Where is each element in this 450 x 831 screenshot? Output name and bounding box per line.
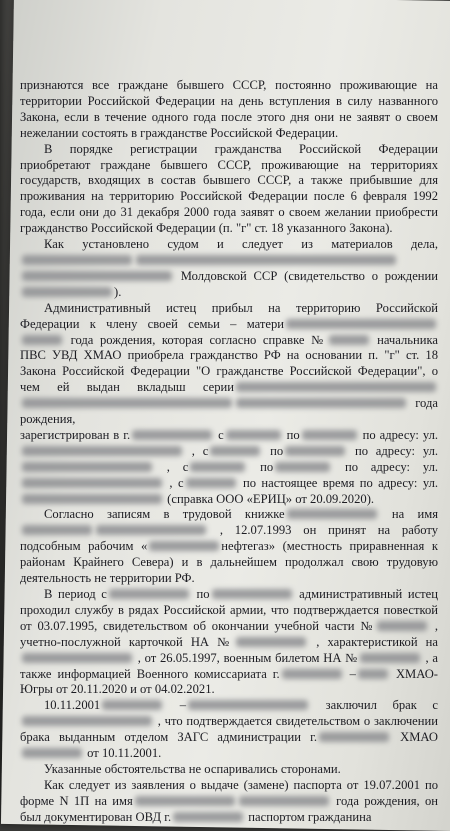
document-text [20, 78, 438, 826]
paragraph-7: В период с по административный истец проходил службу в рядах Российской армии, что подтверждается повесткой от 03.07.1995, свидетельством об окончании учебной части № , учетно-послужной карточкой НА № , характеристикой на , от 26.05.1997, военным билетом НА № , а также информацией Военного комиссариата г. – ХМАО-Югры от 20.11.2020 и от 04.02.2021. [20, 587, 439, 697]
paragraph-9: Указанные обстоятельства не оспаривались сторонами. [44, 761, 341, 776]
paragraph-3: Как установлено судом и следует из материалов дела, Молдовской ССР (свидетельство о рождении). [20, 237, 438, 301]
paragraph-10: Как следует из заявления о выдаче (замене) паспорта от 19.07.2001 по форме N 1П на имя года рождения, он был документирован ОВД г. паспортом гражданина [20, 777, 439, 824]
paragraph-8: 10.11.2001 – заключил брак с , что подтверждается свидетельством о заключении брака выданным отделом ЗАГС администрации г. ХМАО от 10.11.2001. [20, 698, 438, 761]
paragraph-1: признаются все граждане бывшего СССР, постоянно проживающие на территории Российской Федерации на день вступления в силу названного Закона, если в течение одного года после этого дня они не заявят о своем нежелании состоять в гражданстве Российской Федерации. [20, 78, 438, 140]
paragraph-2: В порядке регистрации гражданства Российской Федерации приобретают граждане бывшего СССР, проживающие на территориях государств, входящих в состав бывшего СССР, а также прибывшие для проживания на территорию Российской Федерации после 6 февраля 1992 года, если они до 31 декабря 2000 года заявят о своем желании приобрести гражданство Российской Федерации (п. "г" ст. 18 указанного Закона). [20, 141, 438, 236]
paragraph-4: Административный истец прибыл на территорию Российской Федерации к члену своей семьи – матери года рождения, которая согласно справке № начальника ПВС УВД ХМАО приобрела гражданство РФ на основании п. "г" ст. 18 Закона Российской Федерации "О гражданстве Российской Федерации", о чем ей выдан вкладыш серии года рождения, [20, 300, 438, 427]
paragraph-5: зарегистрирован в г. с по по адресу: ул. , с по по адресу: ул. , с по по адресу: ул. , с по настоящее время по адресу: ул. (справка ООО «ЕРИЦ» от 20.09.2020). [20, 427, 439, 506]
paragraph-6: Согласно записям в трудовой книжке на имя , 12.07.1993 он принят на работу подсобным рабочим « нефтегаз» (местность приравненная к районам Крайнего Севера) и в дальнейшем продолжал свою трудовую деятельность не территории РФ. [20, 507, 438, 586]
